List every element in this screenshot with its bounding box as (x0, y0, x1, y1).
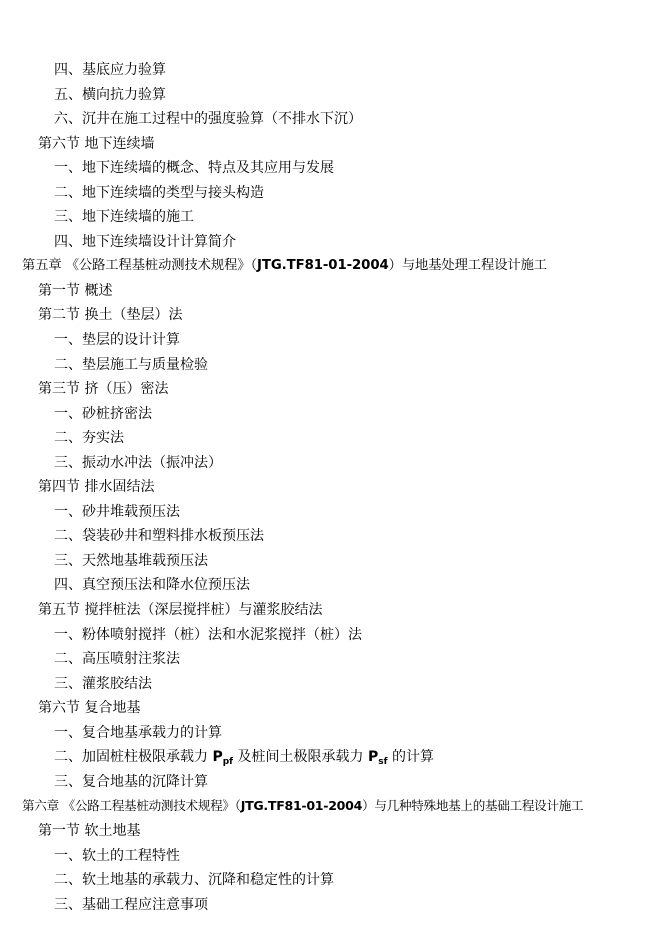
symbol-p: P (367, 749, 379, 766)
toc-item: 三、灌浆胶结法 (54, 675, 152, 692)
toc-item: 六、沉井在施工过程中的强度验算（不排水下沉） (54, 111, 362, 128)
table-of-contents (0, 58, 662, 917)
toc-item (0, 745, 662, 770)
standard-code: JTG.TF81-01-2004 (257, 258, 389, 274)
toc-item: 一、砂井堆载预压法 (54, 503, 180, 520)
toc-section-heading: 第六节 地下连续墙 (38, 135, 155, 152)
toc-item: 一、砂桩挤密法 (54, 405, 152, 422)
toc-item: 四、基底应力验算 (54, 62, 166, 78)
toc-item: 一、复合地基承载力的计算 (54, 724, 222, 741)
chapter-title-suffix: ）与几种特殊地基上的基础工程设计施工 (362, 798, 584, 814)
toc-section-heading: 第一节 概述 (38, 282, 113, 299)
toc-item: 二、高压喷射注浆法 (54, 651, 180, 668)
toc-section-heading: 第三节 挤（压）密法 (38, 381, 169, 398)
toc-item: 三、复合地基的沉降计算 (54, 773, 208, 790)
chapter-title-suffix: ）与地基处理工程设计施工 (388, 258, 547, 274)
toc-item: 三、地下连续墙的施工 (54, 209, 194, 226)
toc-item: 五、横向抗力验算 (54, 86, 166, 103)
subscript-sf: sf (378, 757, 388, 768)
toc-section-heading: 第四节 排水固结法 (38, 479, 155, 496)
toc-section-heading: 第五节 搅拌桩法（深层搅拌桩）与灌浆胶结法 (38, 602, 323, 619)
toc-item: 一、粉体喷射搅拌（桩）法和水泥浆搅拌（桩）法 (54, 626, 362, 643)
toc-item: 四、真空预压法和降水位预压法 (54, 577, 250, 594)
toc-item: 四、地下连续墙设计计算简介 (54, 233, 236, 250)
toc-chapter-heading (0, 794, 662, 819)
item-text-middle: 及桩间土极限承载力 (233, 749, 368, 766)
toc-item: 三、基础工程应注意事项 (54, 896, 208, 913)
toc-item: 三、天然地基堆载预压法 (54, 552, 208, 569)
toc-item: 一、软土的工程特性 (54, 847, 180, 864)
toc-item: 二、袋装砂井和塑料排水板预压法 (54, 528, 264, 545)
toc-item: 二、地下连续墙的类型与接头构造 (54, 184, 264, 201)
toc-item: 二、夯实法 (54, 430, 124, 447)
toc-section-heading: 第一节 软土地基 (38, 822, 141, 839)
toc-item: 一、垫层的设计计算 (54, 332, 180, 349)
toc-item: 一、地下连续墙的概念、特点及其应用与发展 (54, 160, 334, 177)
toc-chapter-heading (0, 254, 662, 279)
subscript-pf: pf (222, 757, 234, 768)
standard-code: JTG.TF81-01-2004 (240, 798, 363, 814)
chapter-title-prefix: 第五章 《公路工程基桩动测技术规程》（ (22, 258, 258, 274)
toc-item: 二、软土地基的承载力、沉降和稳定性的计算 (54, 872, 334, 889)
item-text-prefix: 二、加固桩柱极限承载力 (54, 749, 213, 766)
toc-item: 三、振动水冲法（振冲法） (54, 454, 222, 471)
item-text-suffix: 的计算 (387, 749, 434, 766)
toc-section-heading: 第六节 复合地基 (38, 700, 141, 717)
symbol-p: P (212, 749, 223, 766)
toc-section-heading: 第二节 换土（垫层）法 (38, 307, 183, 324)
toc-item: 二、垫层施工与质量检验 (54, 356, 208, 373)
chapter-title-prefix: 第六章 《公路工程基桩动测技术规程》（ (22, 798, 241, 814)
